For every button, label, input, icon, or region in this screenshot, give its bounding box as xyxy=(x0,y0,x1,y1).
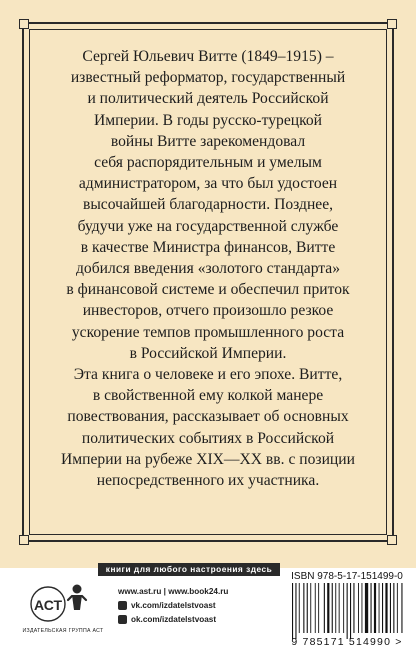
text-line: повествования, рассказывает об основных xyxy=(67,408,349,426)
frame-corner-ornament xyxy=(387,535,397,545)
logo-lettering: АСТ xyxy=(33,597,63,613)
text-line: в свойственной ему колкой манере xyxy=(92,387,324,405)
barcode-number: 9 785171 514990 xyxy=(291,636,392,648)
ok-icon xyxy=(118,615,127,624)
ok-link-text: ok.com/izdatelstvoast xyxy=(131,614,217,624)
text-line: Империи. В годы русско-турецкой xyxy=(93,111,323,129)
ok-link[interactable] xyxy=(118,612,278,626)
barcode-image xyxy=(290,583,404,639)
tagline-banner: книги для любого настроения здесь xyxy=(98,563,280,576)
text-line: Империи на рубеже XIX—XX вв. с позиции xyxy=(61,450,355,468)
text-line: добился введения «золотого стандарта» xyxy=(75,260,341,278)
publisher-links xyxy=(118,584,278,626)
annotation-paragraph-2 xyxy=(44,364,372,491)
frame-corner-ornament xyxy=(19,19,29,29)
text-line: войны Витте зарекомендовал xyxy=(110,132,306,150)
text-line: высочайшей благодарности. Позднее, xyxy=(82,196,334,214)
website-links[interactable] xyxy=(118,584,278,598)
text-line: будучи уже на государственной службе xyxy=(77,217,339,235)
text-line: Сергей Юльевич Витте (1849–1915) – xyxy=(82,48,334,65)
barcode-digits xyxy=(282,636,412,648)
text-line: в финансовой системе и обеспечил приток xyxy=(66,281,350,299)
text-line: ускорение темпов промышленного роста xyxy=(71,323,345,341)
frame-corner-ornament xyxy=(387,19,397,29)
annotation-paragraph-1 xyxy=(44,46,372,364)
isbn-label: ISBN 978-5-17-151499-0 xyxy=(291,571,403,582)
publisher-name: ИЗДАТЕЛЬСКАЯ ГРУППА АСТ xyxy=(22,628,104,634)
text-line: политических событиях в Российской xyxy=(81,429,335,447)
text-line: администратором, за что был удостоен xyxy=(78,175,338,193)
text-line: в качестве Министра финансов, Витте xyxy=(80,238,336,256)
text-line: известный реформатор, государственный xyxy=(70,69,346,87)
annotation-text xyxy=(44,46,372,491)
barcode-tail-mark: > xyxy=(395,636,403,648)
text-line: непосредственного их участника. xyxy=(96,472,320,490)
vk-link-text: vk.com/izdatelstvoast xyxy=(131,600,216,610)
frame-corner-ornament xyxy=(19,535,29,545)
website-links-text: www.ast.ru | www.book24.ru xyxy=(118,586,229,596)
vk-link[interactable] xyxy=(118,598,278,612)
text-line: Эта книга о человеке и его эпохе. Витте, xyxy=(73,366,343,384)
ast-logo xyxy=(28,580,90,624)
text-line: в Российской Империи. xyxy=(129,344,287,362)
text-line: себя распорядительным и умелым xyxy=(94,154,322,172)
text-line: инвесторов, отчего произошло резкое xyxy=(82,302,334,320)
text-line: и политический деятель Российской xyxy=(87,90,329,108)
vk-icon xyxy=(118,601,127,610)
